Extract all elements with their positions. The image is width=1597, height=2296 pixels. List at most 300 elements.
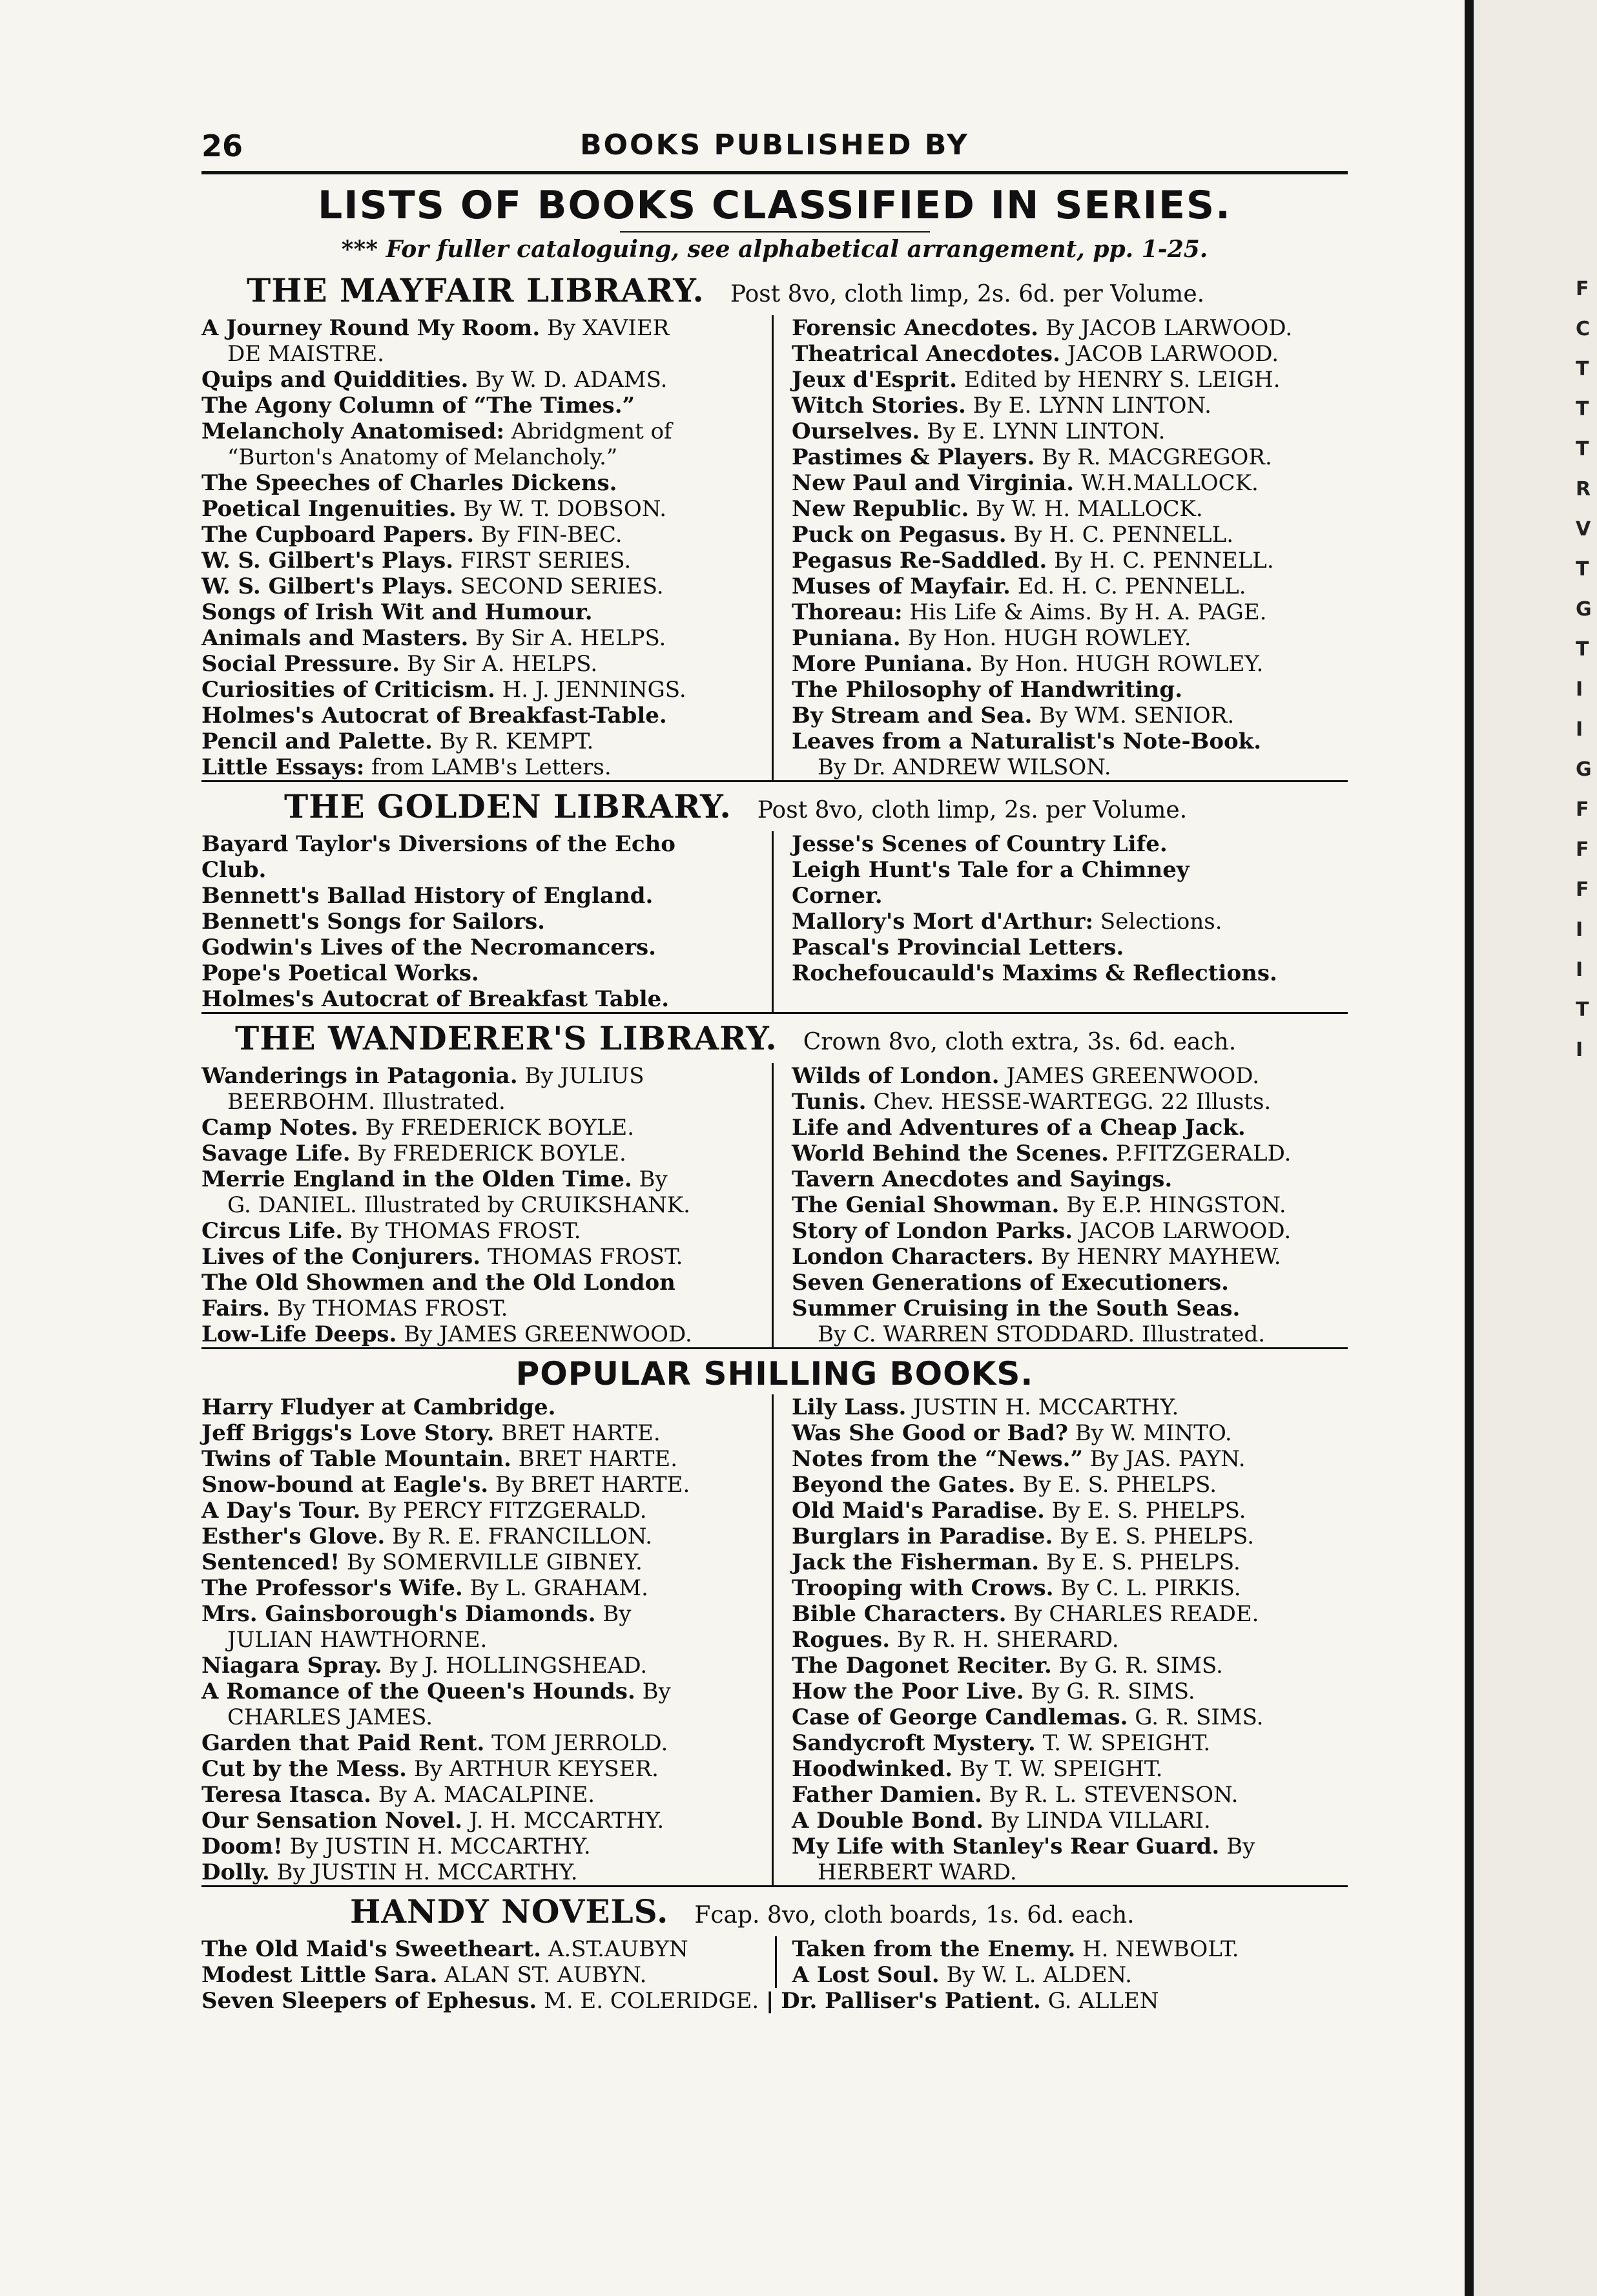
book-title: The Philosophy of Handwriting.	[792, 677, 1183, 703]
mayfair-right-column	[774, 315, 1348, 780]
wanderer-columns	[201, 1063, 1348, 1347]
book-author: HERBERT WARD.	[818, 1859, 1017, 1885]
book-title: Bible Characters.	[792, 1601, 1007, 1627]
book-author: By FREDERICK BOYLE.	[357, 1141, 626, 1166]
book-entry	[792, 1192, 1348, 1218]
book-entry	[201, 677, 757, 703]
edge-letter: T	[1576, 358, 1589, 380]
book-title: A Journey Round My Room.	[201, 315, 541, 341]
book-entry	[792, 1420, 1348, 1446]
book-entry	[201, 393, 757, 419]
book-title: Savage Life.	[201, 1141, 351, 1166]
running-title: BOOKS PUBLISHED BY	[580, 129, 969, 161]
book-author: By JACOB LARWOOD.	[1045, 315, 1293, 341]
edge-letter: T	[1576, 638, 1589, 661]
book-author: By JULIUS	[524, 1063, 644, 1089]
book-author: By BRET HARTE.	[495, 1472, 690, 1498]
handy-right-entry	[775, 1962, 1348, 1988]
book-title: Was She Good or Bad?	[792, 1420, 1068, 1446]
book-entry	[201, 1756, 757, 1782]
edge-letter: I	[1576, 918, 1583, 941]
book-author: By H. C. PENNELL.	[1054, 548, 1274, 574]
book-entry	[792, 496, 1348, 522]
book-entry	[201, 1834, 757, 1859]
book-entry	[201, 1549, 757, 1575]
book-entry	[201, 1218, 757, 1244]
book-entry	[792, 883, 1348, 909]
book-entry	[201, 419, 757, 444]
handy-rows	[201, 1936, 1348, 1988]
book-title: Notes from the “News.”	[792, 1446, 1084, 1472]
book-title: Rogues.	[792, 1627, 891, 1653]
book-entry	[792, 1859, 1348, 1885]
golden-header	[201, 786, 1348, 831]
book-title: London Characters.	[792, 1244, 1034, 1270]
edge-letter: R	[1576, 478, 1591, 501]
golden-right-column	[774, 831, 1348, 1012]
book-author: P.FITZGERALD.	[1115, 1141, 1292, 1166]
book-entry	[792, 470, 1348, 496]
book-author: H. J. JENNINGS.	[502, 677, 686, 703]
golden-rule	[201, 1012, 1348, 1014]
book-author: By G. R. SIMS.	[1031, 1679, 1195, 1704]
book-title: Wanderings in Patagonia.	[201, 1063, 518, 1089]
book-title: The Agony Column of “The Times.”	[201, 393, 635, 419]
book-entry	[201, 1063, 757, 1089]
book-entry	[201, 651, 757, 677]
book-entry	[201, 935, 757, 960]
book-entry	[792, 857, 1348, 883]
book-author: “Burton's Anatomy of Melancholy.”	[227, 444, 618, 470]
book-author: By E. LYNN LINTON.	[973, 393, 1211, 419]
book-entry	[792, 754, 1348, 780]
book-title: Ourselves.	[792, 419, 920, 444]
book-entry	[201, 1166, 757, 1192]
handy-last-right-title: Dr. Palliser's Patient.	[781, 1988, 1041, 2014]
book-title: New Republic.	[792, 496, 969, 522]
book-title: Sentenced!	[201, 1549, 340, 1575]
book-entry	[201, 522, 757, 548]
book-author: J. H. MCCARTHY.	[469, 1808, 665, 1834]
book-title: Jeux d'Esprit.	[792, 367, 957, 393]
book-title: Bennett's Songs for Sailors.	[201, 909, 545, 935]
book-title: Old Maid's Paradise.	[792, 1498, 1045, 1524]
shilling-left-column	[201, 1394, 774, 1885]
book-title: The Speeches of Charles Dickens.	[201, 470, 617, 496]
book-author: By T. W. SPEIGHT.	[959, 1756, 1163, 1782]
book-author: By PERCY FITZGERALD.	[367, 1498, 647, 1524]
book-entry	[792, 625, 1348, 651]
book-entry	[201, 754, 757, 780]
book-title: Teresa Itasca.	[201, 1782, 371, 1808]
book-entry	[792, 1270, 1348, 1296]
book-title: Seven Generations of Executioners.	[792, 1270, 1230, 1296]
book-title: Theatrical Anecdotes.	[792, 341, 1060, 367]
book-entry	[201, 1446, 757, 1472]
main-title: LISTS OF BOOKS CLASSIFIED IN SERIES.	[318, 183, 1231, 228]
book-title: Camp Notes.	[201, 1115, 358, 1141]
book-title: Pope's Poetical Works.	[201, 960, 479, 986]
book-author: By Hon. HUGH ROWLEY.	[980, 651, 1264, 677]
book-entry	[201, 1498, 757, 1524]
book-title: My Life with Stanley's Rear Guard.	[792, 1834, 1220, 1859]
book-entry	[201, 1627, 757, 1653]
book-entry	[792, 1575, 1348, 1601]
book-author: Ed. H. C. PENNELL.	[1017, 574, 1246, 599]
book-title: Holmes's Autocrat of Breakfast-Table.	[201, 703, 667, 729]
book-entry	[201, 1704, 757, 1730]
book-title: Snow-bound at Eagle's.	[201, 1472, 489, 1498]
book-title: Tunis.	[792, 1089, 867, 1115]
edge-letter: I	[1576, 1039, 1583, 1061]
book-entry	[201, 574, 757, 599]
book-entry	[201, 1808, 757, 1834]
book-entry	[201, 883, 757, 909]
book-author: By E. S. PHELPS.	[1051, 1498, 1246, 1524]
book-author: JACOB LARWOOD.	[1079, 1218, 1292, 1244]
edge-letter: G	[1576, 758, 1592, 781]
book-entry	[201, 729, 757, 754]
mayfair-rule	[201, 780, 1348, 782]
book-entry	[201, 1730, 757, 1756]
book-title: Little Essays:	[201, 754, 365, 780]
book-entry	[201, 341, 757, 367]
book-entry	[792, 703, 1348, 729]
book-title: Lily Lass.	[792, 1394, 907, 1420]
handy-header	[201, 1891, 1348, 1936]
shilling-right-column	[774, 1394, 1348, 1885]
golden-left-column	[201, 831, 774, 1012]
book-title: Case of George Candlemas.	[792, 1704, 1128, 1730]
book-author: By G. R. SIMS.	[1058, 1653, 1223, 1679]
edge-letter: C	[1576, 318, 1591, 340]
book-author: W.H.MALLOCK.	[1080, 470, 1259, 496]
book-author: Edited by HENRY S. LEIGH.	[963, 367, 1281, 393]
book-entry	[201, 1575, 757, 1601]
book-author: By E. S. PHELPS.	[1022, 1472, 1217, 1498]
book-author: ALAN ST. AUBYN.	[444, 1962, 647, 1988]
book-author: By R. KEMPT.	[439, 729, 594, 754]
book-entry	[201, 1601, 757, 1627]
book-title: Modest Little Sara.	[201, 1962, 438, 1988]
book-title: Garden that Paid Rent.	[201, 1730, 485, 1756]
book-entry	[792, 1063, 1348, 1089]
book-author: By Hon. HUGH ROWLEY.	[907, 625, 1191, 651]
book-author: By	[603, 1601, 632, 1627]
handy-row	[201, 1962, 1348, 1988]
book-title: Songs of Irish Wit and Humour.	[201, 599, 593, 625]
book-author: By R. H. SHERARD.	[896, 1627, 1119, 1653]
book-author: By J. HOLLINGSHEAD.	[389, 1653, 648, 1679]
handy-last-row	[201, 1988, 1348, 2014]
wanderer-title: THE WANDERER'S LIBRARY.	[235, 1019, 778, 1057]
book-title: The Old Showmen and the Old London	[201, 1270, 675, 1296]
edge-letter: I	[1576, 718, 1583, 741]
book-author: By W. T. DOBSON.	[463, 496, 667, 522]
book-title: Thoreau:	[792, 599, 903, 625]
book-title: Witch Stories.	[792, 393, 966, 419]
adjacent-page-letters	[1576, 278, 1595, 1079]
book-entry	[201, 831, 757, 857]
book-title: Puniana.	[792, 625, 901, 651]
book-entry	[201, 1089, 757, 1115]
book-entry	[792, 548, 1348, 574]
shilling-columns	[201, 1394, 1348, 1885]
book-title: Harry Fludyer at Cambridge.	[201, 1394, 556, 1420]
book-author: BRET HARTE.	[501, 1420, 661, 1446]
book-title: Bennett's Ballad History of England.	[201, 883, 654, 909]
book-title: The Genial Showman.	[792, 1192, 1060, 1218]
book-author: By R. MACGREGOR.	[1042, 444, 1272, 470]
mayfair-note: Post 8vo, cloth limp, 2s. 6d. per Volume.	[730, 281, 1205, 307]
book-entry	[201, 1859, 757, 1885]
book-entry	[201, 1679, 757, 1704]
book-title: Esther's Glove.	[201, 1524, 386, 1549]
book-author: By A. MACALPINE.	[378, 1782, 595, 1808]
book-author: By H. C. PENNELL.	[1013, 522, 1234, 548]
page-gutter-edge	[1465, 0, 1474, 2296]
handy-last-separator: |	[766, 1988, 774, 2014]
book-entry	[201, 1420, 757, 1446]
edge-letter: T	[1576, 398, 1589, 420]
book-author: Chev. HESSE-WARTEGG. 22 Illusts.	[873, 1089, 1272, 1115]
book-title: A Romance of the Queen's Hounds.	[201, 1679, 635, 1704]
wanderer-header	[201, 1018, 1348, 1063]
book-title: Our Sensation Novel.	[201, 1808, 462, 1834]
book-entry	[792, 1498, 1348, 1524]
book-author: By E. LYNN LINTON.	[927, 419, 1166, 444]
book-title: Father Damien.	[792, 1782, 982, 1808]
book-title: Taken from the Enemy.	[792, 1936, 1076, 1962]
book-title: Fairs.	[201, 1296, 271, 1321]
book-title: Leaves from a Naturalist's Note-Book.	[792, 729, 1262, 754]
book-entry	[792, 1549, 1348, 1575]
book-title: Niagara Spray.	[201, 1653, 382, 1679]
book-entry	[201, 986, 757, 1012]
book-author: By XAVIER	[547, 315, 670, 341]
book-entry	[792, 1834, 1348, 1859]
book-title: Curiosities of Criticism.	[201, 677, 495, 703]
book-title: Melancholy Anatomised:	[201, 419, 505, 444]
book-entry	[201, 548, 757, 574]
book-title: Jack the Fisherman.	[792, 1549, 1040, 1575]
book-author: By HENRY MAYHEW.	[1040, 1244, 1281, 1270]
book-title: Holmes's Autocrat of Breakfast Table.	[201, 986, 670, 1012]
book-entry	[201, 909, 757, 935]
book-entry	[201, 444, 757, 470]
book-entry	[792, 1218, 1348, 1244]
edge-letter: I	[1576, 958, 1583, 981]
book-title: Trooping with Crows.	[792, 1575, 1054, 1601]
book-author: Selections.	[1100, 909, 1222, 935]
book-entry	[201, 1192, 757, 1218]
book-title: Beyond the Gates.	[792, 1472, 1016, 1498]
book-entry	[792, 315, 1348, 341]
book-title: Quips and Quiddities.	[201, 367, 469, 393]
book-entry	[201, 1141, 757, 1166]
book-title: Corner.	[792, 883, 883, 909]
book-entry	[792, 341, 1348, 367]
book-title: Poetical Ingenuities.	[201, 496, 457, 522]
book-author: By E. S. PHELPS.	[1060, 1524, 1255, 1549]
handy-last-left-title: Seven Sleepers of Ephesus.	[201, 1988, 537, 2014]
book-entry	[792, 1166, 1348, 1192]
book-title: Lives of the Conjurers.	[201, 1244, 481, 1270]
book-author: By JAMES GREENWOOD.	[404, 1321, 692, 1347]
book-entry	[792, 599, 1348, 625]
book-entry	[792, 651, 1348, 677]
mayfair-title: THE MAYFAIR LIBRARY.	[247, 271, 705, 309]
mayfair-left-column	[201, 315, 774, 780]
book-entry	[201, 703, 757, 729]
book-entry	[201, 1115, 757, 1141]
shilling-rule	[201, 1885, 1348, 1887]
book-author: By ARTHUR KEYSER.	[413, 1756, 659, 1782]
book-entry	[201, 1244, 757, 1270]
handy-right-entry	[775, 1936, 1348, 1962]
book-entry	[201, 1472, 757, 1498]
book-author: By	[1226, 1834, 1255, 1859]
book-title: Forensic Anecdotes.	[792, 315, 1039, 341]
book-entry	[201, 1270, 757, 1296]
book-entry	[792, 1394, 1348, 1420]
book-entry	[792, 1089, 1348, 1115]
book-title: New Paul and Virginia.	[792, 470, 1075, 496]
book-entry	[792, 935, 1348, 960]
handy-note: Fcap. 8vo, cloth boards, 1s. 6d. each.	[694, 1902, 1135, 1929]
handy-left-entry	[201, 1962, 775, 1988]
book-title: Hoodwinked.	[792, 1756, 953, 1782]
book-author: By Sir A. HELPS.	[406, 651, 598, 677]
book-author: By L. GRAHAM.	[469, 1575, 648, 1601]
book-title: Bayard Taylor's Diversions of the Echo	[201, 831, 675, 857]
book-title: Merrie England in the Olden Time.	[201, 1166, 632, 1192]
book-title: Jesse's Scenes of Country Life.	[792, 831, 1168, 857]
book-author: By SOMERVILLE GIBNEY.	[346, 1549, 643, 1575]
book-title: Social Pressure.	[201, 651, 400, 677]
book-author: By R. E. FRANCILLON.	[392, 1524, 653, 1549]
book-entry	[792, 1524, 1348, 1549]
book-entry	[792, 960, 1348, 986]
content	[201, 126, 1348, 2014]
book-author: FIRST SERIES.	[460, 548, 632, 574]
book-title: Club.	[201, 857, 267, 883]
book-entry	[792, 1601, 1348, 1627]
book-author: By	[639, 1166, 668, 1192]
edge-letter: T	[1576, 438, 1589, 460]
edge-letter: V	[1576, 518, 1591, 541]
book-entry	[792, 393, 1348, 419]
book-author: from LAMB's Letters.	[371, 754, 612, 780]
book-title: The Cupboard Papers.	[201, 522, 475, 548]
edge-letter: F	[1576, 798, 1589, 821]
mayfair-header	[201, 270, 1348, 315]
handy-row	[201, 1936, 1348, 1962]
book-author: By Sir A. HELPS.	[475, 625, 666, 651]
book-author: By THOMAS FROST.	[350, 1218, 581, 1244]
book-entry	[792, 909, 1348, 935]
book-title: Sandycroft Mystery.	[792, 1730, 1036, 1756]
book-title: Dolly.	[201, 1859, 270, 1885]
book-entry	[792, 1244, 1348, 1270]
book-title: W. S. Gilbert's Plays.	[201, 548, 454, 574]
book-author: By FIN-BEC.	[480, 522, 623, 548]
edge-letter: I	[1576, 678, 1583, 701]
book-entry	[792, 1653, 1348, 1679]
edge-letter: T	[1576, 998, 1589, 1021]
book-entry	[792, 1679, 1348, 1704]
book-entry	[201, 1524, 757, 1549]
book-title: Rochefoucauld's Maxims & Reflections.	[792, 960, 1277, 986]
book-title: The Professor's Wife.	[201, 1575, 463, 1601]
edge-letter: F	[1576, 278, 1589, 300]
book-entry	[201, 470, 757, 496]
book-author: By C. L. PIRKIS.	[1060, 1575, 1241, 1601]
book-title: A Day's Tour.	[201, 1498, 361, 1524]
mayfair-columns	[201, 315, 1348, 780]
book-title: Circus Life.	[201, 1218, 344, 1244]
book-entry	[201, 496, 757, 522]
golden-columns	[201, 831, 1348, 1012]
book-title: Pegasus Re-Saddled.	[792, 548, 1047, 574]
wanderer-left-column	[201, 1063, 774, 1347]
book-author: His Life & Aims. By H. A. PAGE.	[909, 599, 1267, 625]
book-entry	[792, 367, 1348, 393]
book-author: By WM. SENIOR.	[1039, 703, 1235, 729]
book-entry	[792, 1115, 1348, 1141]
book-entry	[201, 1321, 757, 1347]
book-author: By FREDERICK BOYLE.	[365, 1115, 635, 1141]
book-author: CHARLES JAMES.	[227, 1704, 433, 1730]
subnote: *** For fuller cataloguing, see alphabetical arrangement, pp. 1-25.	[341, 236, 1208, 263]
book-title: Tavern Anecdotes and Sayings.	[792, 1166, 1173, 1192]
book-title: A Lost Soul.	[792, 1962, 940, 1988]
book-author: BEERBOHM. Illustrated.	[227, 1089, 506, 1115]
book-title: Leigh Hunt's Tale for a Chimney	[792, 857, 1190, 883]
book-author: By W. D. ADAMS.	[475, 367, 668, 393]
book-author: DE MAISTRE.	[227, 341, 384, 367]
book-author: By JUSTIN H. MCCARTHY.	[276, 1859, 578, 1885]
book-entry	[201, 315, 757, 341]
handy-left-entry	[201, 1936, 775, 1962]
book-entry	[792, 1756, 1348, 1782]
book-author: JAMES GREENWOOD.	[1006, 1063, 1260, 1089]
book-title: World Behind the Scenes.	[792, 1141, 1109, 1166]
book-entry	[792, 1782, 1348, 1808]
book-author: T. W. SPEIGHT.	[1042, 1730, 1211, 1756]
book-title: Life and Adventures of a Cheap Jack.	[792, 1115, 1246, 1141]
book-title: The Old Maid's Sweetheart.	[201, 1936, 542, 1962]
book-title: Mrs. Gainsborough's Diamonds.	[201, 1601, 596, 1627]
book-author: By CHARLES READE.	[1013, 1601, 1259, 1627]
book-author: G. R. SIMS.	[1135, 1704, 1264, 1730]
book-author: Abridgment of	[511, 419, 672, 444]
book-title: Low-Life Deeps.	[201, 1321, 397, 1347]
book-author: H. NEWBOLT.	[1082, 1936, 1239, 1962]
book-entry	[792, 1141, 1348, 1166]
book-author: G. DANIEL. Illustrated by CRUIKSHANK.	[227, 1192, 690, 1218]
book-entry	[201, 960, 757, 986]
book-title: By Stream and Sea.	[792, 703, 1033, 729]
book-entry	[201, 1296, 757, 1321]
handy-last-right-author: G. ALLEN	[1047, 1988, 1159, 2014]
book-entry	[792, 1704, 1348, 1730]
running-head	[201, 126, 1348, 171]
book-title: How the Poor Live.	[792, 1679, 1024, 1704]
book-title: A Double Bond.	[792, 1808, 984, 1834]
edge-letter: G	[1576, 598, 1592, 621]
book-author: TOM JERROLD.	[491, 1730, 668, 1756]
